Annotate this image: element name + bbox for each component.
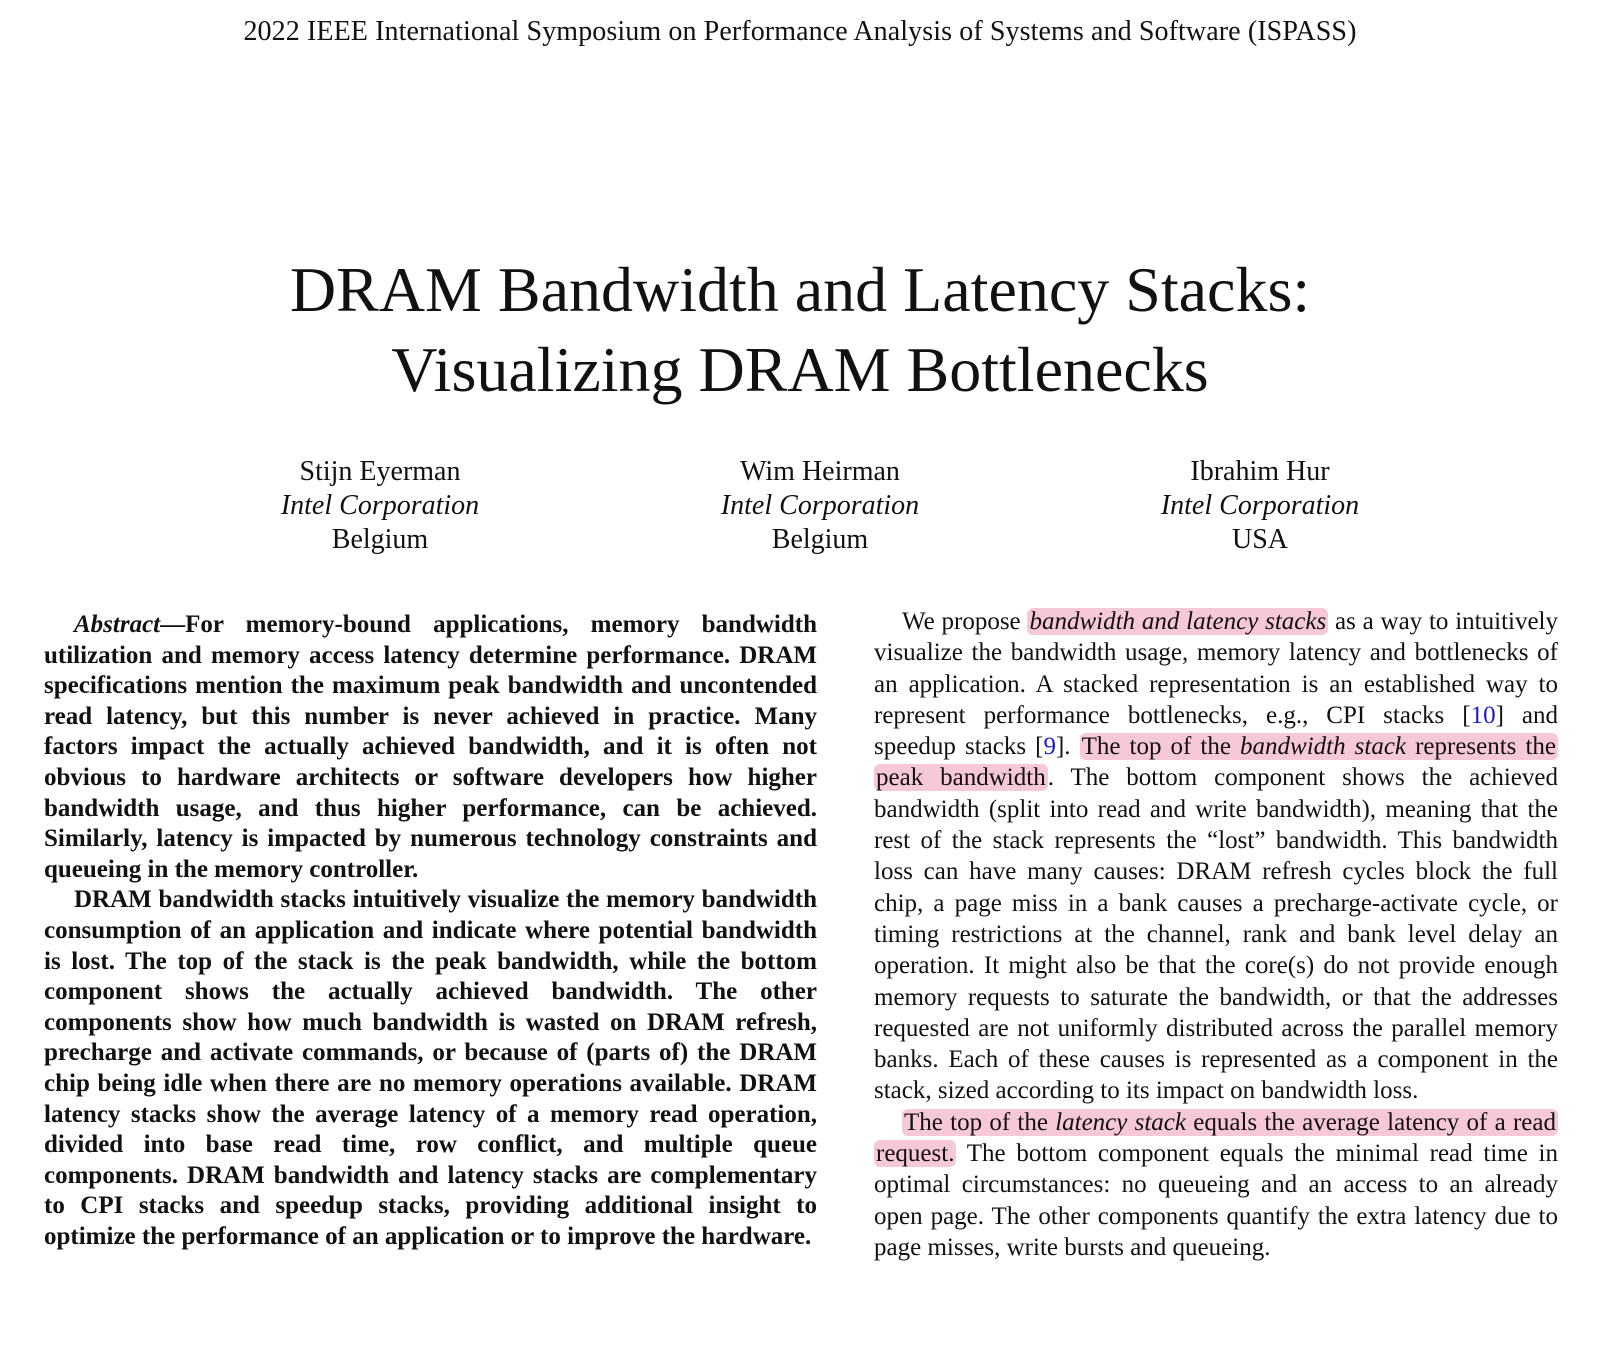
text-run: represents the peak bandwidth [876, 733, 1557, 792]
text-run: latency stack [1055, 1108, 1186, 1136]
author-3 [1110, 455, 1410, 557]
body-paragraph-2 [874, 1107, 1558, 1263]
text-run: The top of the [1081, 733, 1241, 761]
citation-link-9[interactable]: 9 [1043, 733, 1056, 761]
author-name: Ibrahim Hur [1190, 456, 1330, 487]
text-run: . The bottom component shows the achieved bandwidth (split into read and write bandwidth), meaning that the rest of the stack represents the “lost” bandwidth. This bandwidth loss can have many causes: DRAM refresh cycles block the full chip, a page miss in a bank causes a precharge-activate cycle, or timing restrictions at the channel, rank and bank level delay an operation. It might also be that the core(s) do not provide enough memory requests to saturate the bandwidth, or that the addresses requested are not uniformly distributed across the parallel memory banks. Each of these causes is represented as a component in the stack, sized according to its impact on bandwidth loss. [874, 764, 1558, 1105]
author-affiliation: Intel Corporation [720, 490, 920, 521]
abstract-paragraph-1 [44, 610, 817, 885]
author-2 [670, 455, 970, 557]
author-country: Belgium [331, 524, 429, 555]
abstract-text-1: For memory-bound applications, memory bandwidth utilization and memory access latency determine performance. DRAM specifications mention the maximum peak bandwidth and uncontended read latency, but this number is never achieved in practice. Many factors impact the actually achieved bandwidth, and it is often not obvious to hardware architects or software developers how higher bandwidth usage, and thus higher performance, can be achieved. Similarly, latency is impacted by numerous technology constraints and queueing in the memory controller. [44, 611, 817, 883]
author-country: Belgium [771, 524, 869, 555]
text-run: ]. [1055, 733, 1080, 761]
highlight-bandwidth-latency-stacks[interactable]: bandwidth and latency stacks [1029, 608, 1327, 635]
author-block [0, 455, 1600, 555]
paper-title [0, 250, 1600, 410]
author-name: Stijn Eyerman [299, 456, 461, 487]
text-run: ] and speedup stacks [ [874, 701, 1558, 761]
introduction-column [874, 606, 1558, 1263]
abstract-paragraph-2: DRAM bandwidth stacks intuitively visualize the memory bandwidth consumption of an application and indicate where potential bandwidth is lost. The top of the stack is the peak bandwidth, while the bottom component shows the actually achieved bandwidth. The other components show how much bandwidth is wasted on DRAM refresh, precharge and activate commands, or because of (parts of) the DRAM chip being idle when there are no memory operations available. DRAM latency stacks show the average latency of a memory read operation, divided into base read time, row conflict, and multiple queue components. DRAM bandwidth and latency stacks are complementary to CPI stacks and speedup stacks, providing additional insight to optimize the performance of an application or to improve the hardware. [44, 886, 817, 1250]
author-affiliation: Intel Corporation [1160, 490, 1360, 521]
title-line-2: Visualizing DRAM Bottlenecks [391, 334, 1209, 405]
body-paragraph-1 [874, 606, 1558, 1107]
citation-link-10[interactable]: 10 [1470, 701, 1496, 729]
abstract-dash: — [160, 611, 186, 638]
abstract-column [44, 610, 817, 1252]
author-1 [230, 455, 530, 557]
text-run: The top of the [904, 1108, 1056, 1136]
conference-header: 2022 IEEE International Symposium on Performance Analysis of Systems and Software (ISPASS) [243, 16, 1357, 47]
text-run: equals the average latency of a read request. [876, 1108, 1556, 1168]
author-country: USA [1231, 524, 1288, 555]
text-run: as a way to intuitively visualize the bandwidth usage, memory latency and bottlenecks of an application. A stacked representation is an established way to represent performance bottlenecks, e.g., CPI stacks [ [874, 608, 1558, 729]
text-run: bandwidth stack [1240, 733, 1407, 761]
text-run: The bottom component equals the minimal read time in optimal circumstances: no queueing and an access to an already open page. The other components quantify the extra latency due to page misses, write bursts and queueing. [874, 1140, 1558, 1261]
text-run: We propose [902, 608, 1028, 635]
title-line-1: DRAM Bandwidth and Latency Stacks: [289, 254, 1311, 325]
abstract-label: Abstract [74, 611, 161, 638]
author-affiliation: Intel Corporation [280, 490, 480, 521]
author-name: Wim Heirman [740, 456, 900, 487]
